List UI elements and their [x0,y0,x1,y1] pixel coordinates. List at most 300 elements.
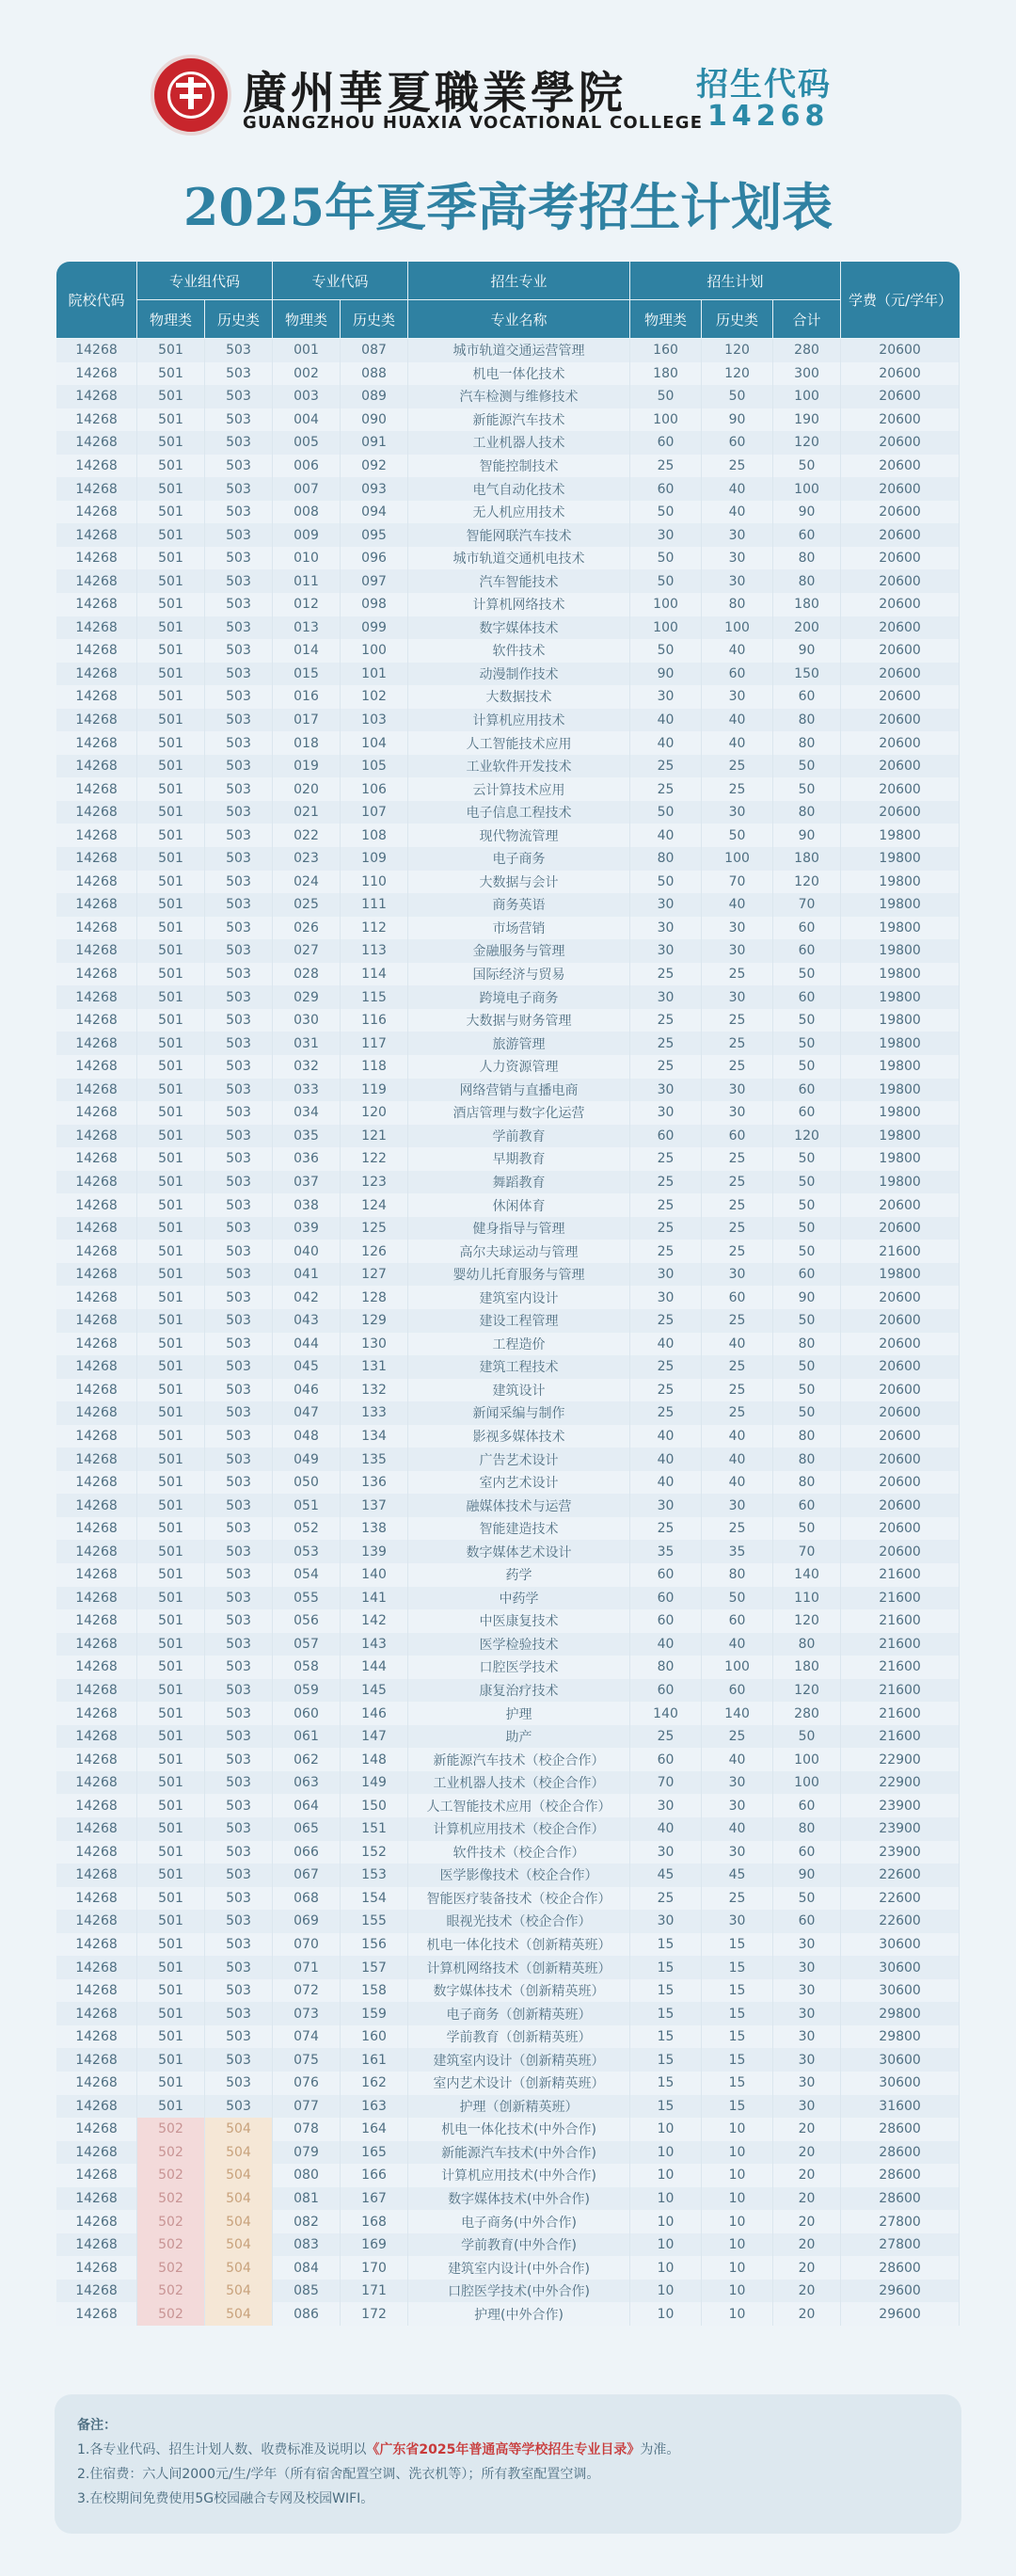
cell-code-physics: 051 [273,1494,341,1517]
cell-fee: 20600 [841,362,960,386]
page-title: 2025年夏季高考招生计划表 [183,177,833,237]
cell-plan-physics: 40 [630,1471,702,1495]
cell-plan-total: 140 [773,1563,841,1587]
cell-plan-physics: 70 [630,1771,702,1795]
cell-fee: 19800 [841,1125,960,1148]
cell-fee: 30600 [841,1956,960,1979]
cell-code-physics: 025 [273,893,341,917]
cell-code-history: 138 [341,1517,408,1541]
cell-code-history: 139 [341,1540,408,1563]
cell-major-name: 护理 [408,1702,630,1725]
cell-code-history: 104 [341,731,408,755]
cell-group-physics: 501 [137,339,205,362]
cell-code-history: 155 [341,1910,408,1933]
cell-fee: 20600 [841,1309,960,1333]
cell-code-physics: 006 [273,455,341,478]
cell-code-history: 160 [341,2025,408,2049]
cell-group-history: 503 [205,1702,273,1725]
cell-code-physics: 022 [273,824,341,847]
cell-plan-history: 15 [702,1933,773,1957]
cell-plan-history: 10 [702,2280,773,2303]
cell-code-physics: 042 [273,1286,341,1309]
table-row [56,1864,960,1887]
cell-plan-history: 30 [702,1263,773,1287]
cell-plan-total: 50 [773,455,841,478]
cell-group-physics: 501 [137,1771,205,1795]
cell-plan-physics: 45 [630,1864,702,1887]
table-row [56,2072,960,2095]
cell-code-physics: 009 [273,523,341,547]
cell-code-physics: 038 [273,1193,341,1217]
cell-fee: 20600 [841,777,960,801]
cell-group-history: 503 [205,847,273,871]
cell-plan-history: 60 [702,1609,773,1633]
cell-group-physics: 501 [137,1702,205,1725]
table-row [56,2141,960,2165]
cell-code-history: 153 [341,1864,408,1887]
header-group-physics: 物理类 [137,300,205,339]
cell-fee: 21600 [841,1725,960,1749]
cell-major-name: 计算机应用技术 [408,709,630,732]
cell-fee: 19800 [841,1263,960,1287]
table-row [56,385,960,408]
cell-plan-history: 140 [702,1702,773,1725]
table-row [56,663,960,686]
cell-plan-total: 50 [773,1055,841,1079]
cell-plan-physics: 50 [630,871,702,894]
cell-plan-physics: 30 [630,917,702,940]
table-row [56,2048,960,2072]
cell-plan-total: 30 [773,1979,841,2003]
cell-group-physics: 501 [137,801,205,824]
cell-group-physics: 501 [137,1425,205,1448]
cell-school-code: 14268 [56,1079,137,1102]
cell-plan-physics: 25 [630,1401,702,1425]
cell-code-history: 158 [341,1979,408,2003]
cell-plan-total: 120 [773,431,841,455]
cell-plan-physics: 25 [630,1379,702,1402]
cell-fee: 29600 [841,2280,960,2303]
cell-plan-physics: 100 [630,593,702,616]
table-row [56,1263,960,1287]
cell-plan-history: 10 [702,2164,773,2187]
cell-school-code: 14268 [56,1864,137,1887]
cell-group-history: 503 [205,1147,273,1171]
cell-school-code: 14268 [56,871,137,894]
cell-fee: 20600 [841,547,960,570]
cell-school-code: 14268 [56,685,137,709]
cell-plan-physics: 30 [630,523,702,547]
table-row [56,1448,960,1471]
table-row [56,1286,960,1309]
cell-fee: 23900 [841,1817,960,1841]
cell-code-physics: 076 [273,2072,341,2095]
cell-plan-history: 40 [702,1633,773,1656]
table-row [56,1656,960,1679]
cell-plan-physics: 100 [630,616,702,640]
cell-plan-total: 50 [773,1355,841,1379]
cell-group-physics: 501 [137,1286,205,1309]
cell-group-physics: 501 [137,569,205,593]
cell-school-code: 14268 [56,2233,137,2257]
table-row [56,2233,960,2257]
cell-school-code: 14268 [56,2164,137,2187]
cell-group-history: 503 [205,455,273,478]
cell-plan-history: 15 [702,2095,773,2119]
cell-code-physics: 005 [273,431,341,455]
cell-plan-physics: 60 [630,1748,702,1771]
cell-code-physics: 086 [273,2302,341,2326]
cell-major-name: 汽车智能技术 [408,569,630,593]
cell-plan-total: 200 [773,616,841,640]
cell-school-code: 14268 [56,2048,137,2072]
cell-plan-total: 50 [773,1517,841,1541]
cell-fee: 22600 [841,1887,960,1911]
table-row [56,455,960,478]
cell-fee: 29600 [841,2302,960,2326]
cell-plan-total: 30 [773,2025,841,2049]
cell-plan-total: 20 [773,2187,841,2211]
cell-code-physics: 077 [273,2095,341,2119]
cell-fee: 20600 [841,1286,960,1309]
cell-code-physics: 063 [273,1771,341,1795]
cell-group-history: 503 [205,408,273,432]
school-name-en: GUANGZHOU HUAXIA VOCATIONAL COLLEGE [243,113,704,133]
cell-fee: 21600 [841,1587,960,1610]
cell-plan-history: 70 [702,871,773,894]
cell-school-code: 14268 [56,2141,137,2165]
cell-code-physics: 018 [273,731,341,755]
cell-school-code: 14268 [56,1032,137,1055]
cell-fee: 28600 [841,2187,960,2211]
cell-code-history: 165 [341,2141,408,2165]
cell-plan-physics: 30 [630,939,702,963]
cell-plan-physics: 25 [630,1032,702,1055]
cell-plan-history: 60 [702,431,773,455]
cell-plan-history: 25 [702,1055,773,1079]
cell-code-history: 087 [341,339,408,362]
cell-group-history: 503 [205,2025,273,2049]
table-row [56,2302,960,2326]
table-row [56,1379,960,1402]
cell-code-history: 159 [341,2002,408,2025]
cell-code-history: 170 [341,2256,408,2280]
cell-code-history: 089 [341,385,408,408]
cell-code-history: 099 [341,616,408,640]
cell-fee: 19800 [841,939,960,963]
cell-plan-physics: 30 [630,1841,702,1864]
cell-plan-total: 80 [773,801,841,824]
cell-school-code: 14268 [56,824,137,847]
cell-major-name: 软件技术（校企合作） [408,1841,630,1864]
cell-code-physics: 061 [273,1725,341,1749]
cell-plan-total: 60 [773,685,841,709]
cell-code-history: 145 [341,1679,408,1703]
table-row [56,685,960,709]
cell-group-history: 503 [205,777,273,801]
table-row [56,1609,960,1633]
cell-plan-total: 60 [773,1841,841,1864]
cell-group-history: 503 [205,1609,273,1633]
cell-plan-physics: 40 [630,1425,702,1448]
cell-plan-total: 100 [773,1748,841,1771]
cell-code-history: 168 [341,2210,408,2233]
table-row [56,1079,960,1102]
cell-code-history: 162 [341,2072,408,2095]
cell-code-history: 161 [341,2048,408,2072]
cell-group-physics: 501 [137,847,205,871]
cell-fee: 20600 [841,1494,960,1517]
cell-major-name: 建筑室内设计 [408,1286,630,1309]
cell-school-code: 14268 [56,1540,137,1563]
cell-major-name: 计算机网络技术 [408,593,630,616]
cell-code-physics: 083 [273,2233,341,2257]
cell-plan-history: 15 [702,2002,773,2025]
table-row [56,1979,960,2003]
cell-group-history: 504 [205,2164,273,2187]
cell-plan-history: 15 [702,2072,773,2095]
cell-plan-physics: 15 [630,1979,702,2003]
cell-group-physics: 501 [137,1933,205,1957]
cell-code-physics: 011 [273,569,341,593]
cell-plan-history: 40 [702,709,773,732]
cell-fee: 20600 [841,663,960,686]
cell-major-name: 数字媒体艺术设计 [408,1540,630,1563]
cell-fee: 23900 [841,1841,960,1864]
header-fee: 学费（元/学年） [841,262,960,339]
cell-major-name: 建设工程管理 [408,1309,630,1333]
table-row [56,1032,960,1055]
cell-plan-history: 25 [702,1193,773,1217]
cell-major-name: 人力资源管理 [408,1055,630,1079]
cell-school-code: 14268 [56,1055,137,1079]
cell-plan-physics: 30 [630,1079,702,1102]
cell-plan-physics: 25 [630,1217,702,1240]
cell-plan-history: 30 [702,801,773,824]
school-name-cn: 廣州華夏職業學院 [243,68,627,120]
cell-group-physics: 501 [137,1817,205,1841]
cell-group-history: 504 [205,2280,273,2303]
cell-plan-history: 25 [702,1887,773,1911]
cell-group-physics: 501 [137,1079,205,1102]
cell-group-history: 503 [205,2002,273,2025]
cell-code-physics: 014 [273,639,341,663]
cell-plan-history: 25 [702,1171,773,1194]
cell-code-history: 163 [341,2095,408,2119]
cell-plan-history: 30 [702,547,773,570]
cell-plan-physics: 50 [630,639,702,663]
cell-plan-history: 30 [702,1079,773,1102]
cell-code-history: 109 [341,847,408,871]
cell-plan-physics: 25 [630,1517,702,1541]
cell-plan-history: 25 [702,1309,773,1333]
cell-school-code: 14268 [56,985,137,1009]
cell-fee: 19800 [841,1147,960,1171]
cell-group-history: 504 [205,2118,273,2141]
cell-code-history: 150 [341,1794,408,1817]
cell-group-physics: 501 [137,547,205,570]
cell-major-name: 智能控制技术 [408,455,630,478]
cell-code-physics: 078 [273,2118,341,2141]
cell-plan-physics: 25 [630,1725,702,1749]
cell-fee: 19800 [841,893,960,917]
cell-code-history: 128 [341,1286,408,1309]
cell-major-name: 城市轨道交通运营管理 [408,339,630,362]
cell-school-code: 14268 [56,663,137,686]
cell-group-history: 503 [205,1101,273,1125]
cell-plan-physics: 80 [630,847,702,871]
cell-major-name: 工程造价 [408,1333,630,1356]
cell-fee: 19800 [841,871,960,894]
cell-school-code: 14268 [56,777,137,801]
header-group-code: 专业组代码 [137,262,273,300]
cell-group-physics: 501 [137,1540,205,1563]
cell-plan-physics: 25 [630,455,702,478]
cell-major-name: 国际经济与贸易 [408,963,630,986]
cell-group-history: 503 [205,1425,273,1448]
cell-group-history: 504 [205,2302,273,2326]
cell-plan-physics: 40 [630,731,702,755]
table-row [56,523,960,547]
cell-plan-physics: 30 [630,1286,702,1309]
cell-school-code: 14268 [56,339,137,362]
cell-code-history: 144 [341,1656,408,1679]
table-row [56,709,960,732]
cell-plan-physics: 60 [630,1587,702,1610]
cell-school-code: 14268 [56,2302,137,2326]
cell-code-physics: 059 [273,1679,341,1703]
cell-school-code: 14268 [56,639,137,663]
cell-fee: 20600 [841,1333,960,1356]
cell-major-name: 舞蹈教育 [408,1171,630,1194]
cell-code-history: 167 [341,2187,408,2211]
cell-plan-total: 50 [773,1887,841,1911]
header-group-history: 历史类 [205,300,273,339]
cell-school-code: 14268 [56,501,137,524]
cell-major-name: 智能建造技术 [408,1517,630,1541]
cell-major-name: 婴幼儿托育服务与管理 [408,1263,630,1287]
cell-plan-history: 50 [702,1587,773,1610]
cell-major-name: 工业机器人技术 [408,431,630,455]
cell-group-physics: 501 [137,663,205,686]
cell-plan-physics: 25 [630,777,702,801]
cell-group-history: 503 [205,569,273,593]
cell-code-history: 100 [341,639,408,663]
cell-plan-total: 80 [773,1633,841,1656]
cell-plan-physics: 30 [630,1494,702,1517]
cell-group-physics: 501 [137,1910,205,1933]
cell-plan-physics: 15 [630,2002,702,2025]
cell-plan-physics: 15 [630,2072,702,2095]
cell-plan-physics: 10 [630,2187,702,2211]
cell-school-code: 14268 [56,1679,137,1703]
cell-plan-physics: 30 [630,985,702,1009]
cell-group-history: 503 [205,731,273,755]
table-row [56,593,960,616]
cell-plan-total: 50 [773,1401,841,1425]
cell-group-physics: 502 [137,2280,205,2303]
cell-plan-history: 25 [702,777,773,801]
cell-group-history: 503 [205,1240,273,1263]
cell-fee: 29800 [841,2025,960,2049]
cell-major-name: 休闲体育 [408,1193,630,1217]
cell-fee: 20600 [841,477,960,501]
cell-group-history: 503 [205,1517,273,1541]
cell-plan-total: 20 [773,2302,841,2326]
cell-group-history: 503 [205,1471,273,1495]
cell-plan-physics: 30 [630,1101,702,1125]
table-row [56,1355,960,1379]
cell-code-physics: 071 [273,1956,341,1979]
table-row [56,477,960,501]
cell-fee: 20600 [841,1471,960,1495]
table-row [56,1841,960,1864]
cell-code-physics: 040 [273,1240,341,1263]
table-row [56,639,960,663]
cell-group-physics: 501 [137,731,205,755]
cell-plan-total: 100 [773,477,841,501]
cell-plan-physics: 30 [630,893,702,917]
table-row [56,1702,960,1725]
cell-plan-history: 30 [702,939,773,963]
cell-code-physics: 007 [273,477,341,501]
cell-plan-total: 120 [773,871,841,894]
cell-code-physics: 047 [273,1401,341,1425]
cell-code-physics: 062 [273,1748,341,1771]
cell-fee: 19800 [841,917,960,940]
cell-plan-history: 15 [702,2048,773,2072]
cell-plan-history: 30 [702,569,773,593]
cell-plan-physics: 180 [630,362,702,386]
table-row [56,2256,960,2280]
cell-code-physics: 010 [273,547,341,570]
cell-plan-history: 30 [702,985,773,1009]
cell-fee: 23900 [841,1794,960,1817]
cell-plan-total: 30 [773,1933,841,1957]
cell-code-history: 132 [341,1379,408,1402]
cell-plan-physics: 25 [630,1147,702,1171]
cell-plan-total: 30 [773,2095,841,2119]
table-row [56,1494,960,1517]
cell-code-history: 108 [341,824,408,847]
cell-code-physics: 029 [273,985,341,1009]
cell-group-physics: 501 [137,523,205,547]
cell-plan-history: 25 [702,1517,773,1541]
cell-group-physics: 501 [137,1055,205,1079]
cell-school-code: 14268 [56,1401,137,1425]
header-major-code: 专业代码 [273,262,408,300]
cell-group-history: 503 [205,1379,273,1402]
cell-plan-physics: 25 [630,1171,702,1194]
table-row [56,1217,960,1240]
cell-plan-total: 120 [773,1125,841,1148]
cell-code-physics: 031 [273,1032,341,1055]
cell-plan-physics: 10 [630,2141,702,2165]
cell-plan-history: 25 [702,755,773,778]
cell-major-name: 商务英语 [408,893,630,917]
cell-group-physics: 501 [137,1517,205,1541]
school-seal-logo [151,55,231,136]
cell-fee: 28600 [841,2118,960,2141]
cell-school-code: 14268 [56,709,137,732]
cell-plan-physics: 30 [630,1263,702,1287]
cell-code-physics: 041 [273,1263,341,1287]
cell-plan-history: 40 [702,639,773,663]
cell-major-name: 建筑工程技术 [408,1355,630,1379]
cell-code-history: 137 [341,1494,408,1517]
cell-group-physics: 501 [137,1494,205,1517]
cell-group-physics: 501 [137,893,205,917]
